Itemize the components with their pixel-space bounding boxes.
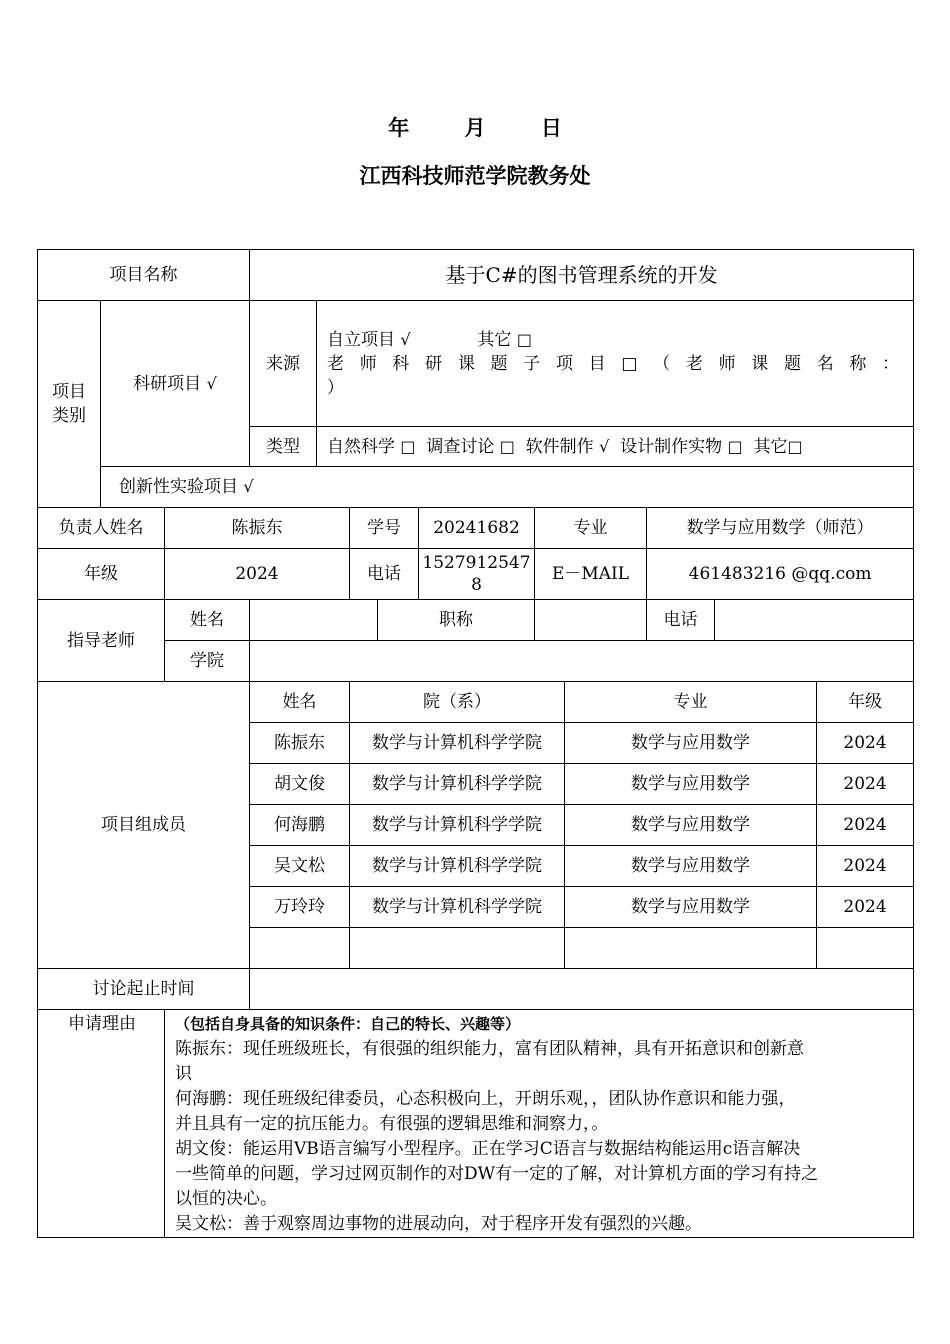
members-col-major: 专业 bbox=[565, 682, 817, 723]
reason-label: 申请理由 bbox=[38, 1010, 165, 1238]
member-name: 何海鹏 bbox=[250, 805, 350, 846]
reason-line: 胡文俊：能运用VB语言编写小型程序。正在学习C语言与数据结构能运用c语言解决 bbox=[175, 1139, 801, 1159]
advisor-title bbox=[535, 600, 647, 641]
source-line-1: 自立项目 √ 其它 □ bbox=[327, 330, 532, 350]
major-label: 专业 bbox=[535, 508, 647, 549]
advisor-name-label: 姓名 bbox=[165, 600, 250, 641]
members-label: 项目组成员 bbox=[38, 682, 250, 969]
member-college: 数学与计算机科学学院 bbox=[350, 887, 565, 928]
advisor-label: 指导老师 bbox=[38, 600, 165, 682]
member-major: 数学与应用数学 bbox=[565, 887, 817, 928]
teacher-project-line: 老 师 科 研 课 题 子 项 目 □ （ 老 师 课 题 名 称 ： bbox=[327, 354, 902, 374]
phone-label: 电话 bbox=[350, 549, 419, 600]
advisor-row bbox=[38, 600, 914, 641]
member-name: 陈振东 bbox=[250, 723, 350, 764]
member-college: 数学与计算机科学学院 bbox=[350, 764, 565, 805]
email-label: E－MAIL bbox=[535, 549, 647, 600]
member-college bbox=[350, 928, 565, 969]
member-major: 数学与应用数学 bbox=[565, 723, 817, 764]
type-other-checkbox: □ bbox=[787, 436, 803, 456]
member-major: 数学与应用数学 bbox=[565, 846, 817, 887]
major-value: 数学与应用数学（师范） bbox=[647, 508, 914, 549]
survey-checkbox: □ bbox=[499, 436, 515, 456]
member-grade: 2024 bbox=[817, 723, 914, 764]
member-grade: 2024 bbox=[817, 887, 914, 928]
innovation-row bbox=[38, 467, 914, 508]
source-label: 来源 bbox=[250, 301, 317, 427]
member-name: 吴文松 bbox=[250, 846, 350, 887]
leader-row bbox=[38, 508, 914, 549]
project-name-value: 基于C#的图书管理系统的开发 bbox=[250, 250, 914, 301]
reason-line: 何海鹏：现任班级纪律委员，心态积极向上，开朗乐观，，团队协作意识和能力强， bbox=[175, 1089, 796, 1109]
member-name bbox=[250, 928, 350, 969]
member-college: 数学与计算机科学学院 bbox=[350, 723, 565, 764]
members-col-grade: 年级 bbox=[817, 682, 914, 723]
natural-science-checkbox: □ bbox=[400, 436, 416, 456]
student-id: 20241682 bbox=[419, 508, 535, 549]
office-title: 江西科技师范学院教务处 bbox=[359, 163, 591, 188]
research-check: √ bbox=[206, 373, 217, 393]
grade-contact-row bbox=[38, 549, 914, 600]
members-header-row bbox=[38, 682, 914, 723]
member-major: 数学与应用数学 bbox=[565, 764, 817, 805]
reason-row bbox=[38, 1010, 914, 1238]
project-name-row bbox=[38, 250, 914, 301]
members-col-name: 姓名 bbox=[250, 682, 350, 723]
month-label: 月 bbox=[464, 115, 486, 140]
date-line bbox=[0, 112, 950, 142]
source-options bbox=[317, 301, 914, 427]
reason-line: 一些简单的问题，学习过网页制作的对DW有一定的了解，对计算机方面的学习有持之 bbox=[175, 1164, 819, 1184]
member-grade: 2024 bbox=[817, 805, 914, 846]
day-label: 日 bbox=[540, 115, 562, 140]
period-row bbox=[38, 969, 914, 1010]
project-name-label: 项目名称 bbox=[38, 250, 250, 301]
leader-name-label: 负责人姓名 bbox=[38, 508, 165, 549]
teacher-project-close: ） bbox=[327, 378, 344, 398]
advisor-college-label: 学院 bbox=[165, 641, 250, 682]
member-grade: 2024 bbox=[817, 764, 914, 805]
software-check: √ bbox=[599, 436, 610, 456]
self-check: √ bbox=[400, 330, 411, 349]
advisor-phone-label: 电话 bbox=[647, 600, 715, 641]
innovation-check: √ bbox=[243, 477, 254, 496]
year-label: 年 bbox=[388, 115, 410, 140]
advisor-title-label: 职称 bbox=[378, 600, 535, 641]
reason-hint: （包括自身具备的知识条件：自己的特长、兴趣等） bbox=[175, 1015, 521, 1033]
advisor-name bbox=[250, 600, 378, 641]
advisor-phone bbox=[715, 600, 914, 641]
email-value: 461483216 @qq.com bbox=[647, 549, 914, 600]
member-college: 数学与计算机科学学院 bbox=[350, 805, 565, 846]
members-col-college: 院（系） bbox=[350, 682, 565, 723]
reason-line: 陈振东：现任班级班长，有很强的组织能力，富有团队精神，具有开拓意识和创新意 bbox=[175, 1039, 804, 1059]
member-college: 数学与计算机科学学院 bbox=[350, 846, 565, 887]
period-label: 讨论起止时间 bbox=[38, 969, 250, 1010]
type-options: 自然科学 □ 调查讨论 □ 软件制作 √ 设计制作实物 □ 其它□ bbox=[317, 427, 914, 467]
category-label: 项目类别 bbox=[38, 301, 101, 508]
phone-value: 1527912547 8 bbox=[419, 549, 535, 600]
advisor-college bbox=[250, 641, 914, 682]
application-form bbox=[37, 249, 914, 1238]
leader-name: 陈振东 bbox=[165, 508, 350, 549]
reason-line: 吴文松：善于观察周边事物的进展动向，对于程序开发有强烈的兴趣。 bbox=[175, 1214, 702, 1234]
reason-content bbox=[165, 1010, 914, 1238]
research-project bbox=[101, 301, 250, 467]
reason-line: 并且具有一定的抗压能力。有很强的逻辑思维和洞察力，。 bbox=[175, 1114, 609, 1134]
advisor-college-row bbox=[38, 641, 914, 682]
member-name: 万玲玲 bbox=[250, 887, 350, 928]
member-grade bbox=[817, 928, 914, 969]
student-id-label: 学号 bbox=[350, 508, 419, 549]
physical-design-checkbox: □ bbox=[727, 436, 743, 456]
member-grade: 2024 bbox=[817, 846, 914, 887]
period-value bbox=[250, 969, 914, 1010]
other-checkbox: □ bbox=[516, 330, 532, 349]
member-major bbox=[565, 928, 817, 969]
reason-line: 识 bbox=[175, 1064, 192, 1084]
grade-label: 年级 bbox=[38, 549, 165, 600]
member-major: 数学与应用数学 bbox=[565, 805, 817, 846]
member-name: 胡文俊 bbox=[250, 764, 350, 805]
source-row bbox=[38, 301, 914, 427]
grade-value: 2024 bbox=[165, 549, 350, 600]
reason-line: 以恒的决心。 bbox=[175, 1189, 277, 1209]
innovation-project: 创新性实验项目 √ bbox=[101, 467, 914, 508]
research-label: 科研项目 bbox=[133, 373, 202, 394]
type-label: 类型 bbox=[250, 427, 317, 467]
